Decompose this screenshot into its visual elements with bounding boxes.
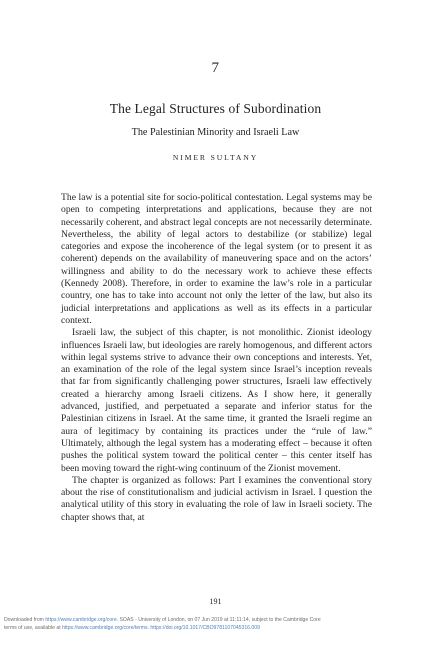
chapter-number: 7 (211, 60, 220, 76)
terms-link[interactable]: https://www.cambridge.org/core/terms (62, 624, 148, 631)
body-paragraph: The law is a potential site for socio-political contestation. Legal systems may be open to competing interpretations and applications, because they are not necessarily coherent, and abstract legal concepts are not necessarily determinate. Nevertheless, the ability of legal actors to destabilize (or stabilize) legal categories and expose the incoherence of the legal system (or to present it as coherent) depends on the availability of maneuvering space and on the actors’ willingness and ability to do the necessary work to achieve these effects (Kennedy 2008). Therefore, in order to examine the law’s role in a particular country, one has to take into account not only the letter of the law, but also its judicial interpretations and applications as well as its effects in a particular context. (61, 192, 372, 326)
footer-separator: . (147, 624, 149, 631)
page-number: 191 (209, 597, 222, 606)
cambridge-core-link[interactable]: https://www.cambridge.org/core (45, 617, 117, 623)
footer-terms-text: terms of use, available at (4, 624, 61, 631)
footer-line-2 (4, 625, 429, 633)
chapter-body (61, 192, 372, 524)
author-name: NIMER SULTANY (172, 153, 259, 162)
doi-link[interactable]: https://doi.org/10.1017/CBO9781107045316.009 (150, 624, 260, 631)
footer-access-text: . SOAS - University of London, on 07 Jun 2019 at 11:11:14, subject to the Cambridge Core (116, 617, 321, 623)
chapter-title: The Legal Structures of Subordination (109, 101, 322, 116)
download-footer (4, 617, 429, 632)
chapter-subtitle: The Palestinian Minority and Israeli Law (131, 127, 300, 138)
body-paragraph: The chapter is organized as follows: Part I examines the conventional story about the rise of constitutionalism and judicial activism in Israel. I question the analytical utility of this story in evaluating the role of law in Israeli society. The chapter shows that, at (61, 474, 372, 523)
footer-line-1 (4, 617, 429, 625)
footer-download-text: Downloaded from (4, 617, 44, 623)
body-paragraph: Israeli law, the subject of this chapter, is not monolithic. Zionist ideology influences Israeli law, but ideologies are rarely homogenous, and different actors within legal systems strive to advance their own conceptions and interests. Yet, an examination of the role of the legal system since Israel’s inception reveals that far from significantly challenging power structures, Israeli law effectively created a hierarchy among Israeli citizens. As I show here, it generally advanced, justified, and perpetuated a separate and inferior status for the Palestinian citizens in Israel. At the same time, it granted the Israeli regime an aura of legitimacy by containing its practices under the “rule of law.” Ultimately, although the legal system has a moderating effect – because it often pushes the political system toward the political center – this center itself has been moving toward the right-wing continuum of the Zionist movement. (61, 327, 372, 474)
